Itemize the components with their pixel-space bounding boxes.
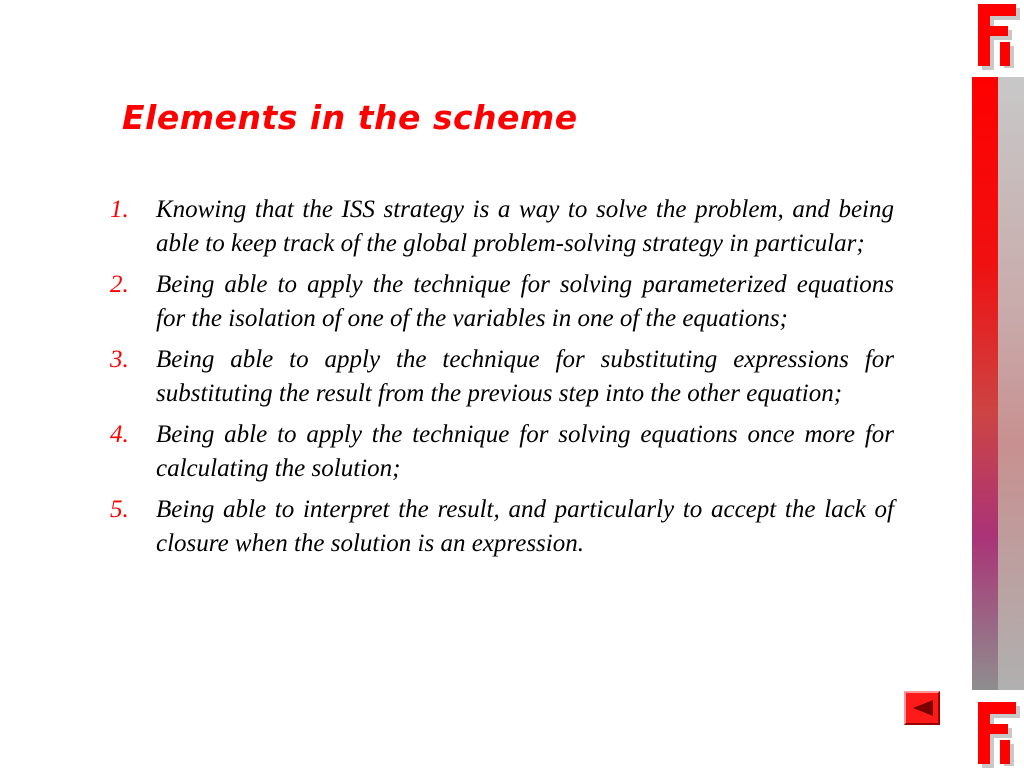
side-band-red: [972, 77, 998, 690]
list-item: [110, 193, 894, 261]
side-band-grey: [998, 77, 1024, 690]
fi-logo-bottom-icon: [968, 698, 1024, 768]
list-item: [110, 493, 894, 561]
list-item-text: Being able to apply the technique for solving equations once more for calculating the solution;: [156, 421, 894, 482]
list-item-text: Being able to interpret the result, and particularly to accept the lack of closure when the solution is an expression.: [156, 496, 894, 557]
scheme-list: [110, 193, 894, 568]
list-item-number: 1.: [110, 196, 129, 223]
list-item-number: 2.: [110, 271, 129, 298]
previous-slide-button[interactable]: [904, 691, 940, 725]
list-item-number: 3.: [110, 346, 129, 373]
fi-logo-icon: [968, 0, 1024, 70]
triangle-left-icon: [911, 699, 935, 717]
side-band: [972, 77, 1024, 690]
list-item-text: Being able to apply the technique for substituting expressions for substituting the result from the previous step into the other equation;: [156, 346, 894, 407]
list-item: [110, 418, 894, 486]
list-item: [110, 268, 894, 336]
list-item-number: 4.: [110, 421, 129, 448]
list-item-text: Being able to apply the technique for solving parameterized equations for the isolation of one of the variables in one of the equations;: [156, 271, 894, 332]
list-item-text: Knowing that the ISS strategy is a way to solve the problem, and being able to keep track of the global problem-solving strategy in particular;: [156, 196, 894, 257]
slide-title: Elements in the scheme: [122, 98, 578, 137]
list-item: [110, 343, 894, 411]
list-item-number: 5.: [110, 496, 129, 523]
